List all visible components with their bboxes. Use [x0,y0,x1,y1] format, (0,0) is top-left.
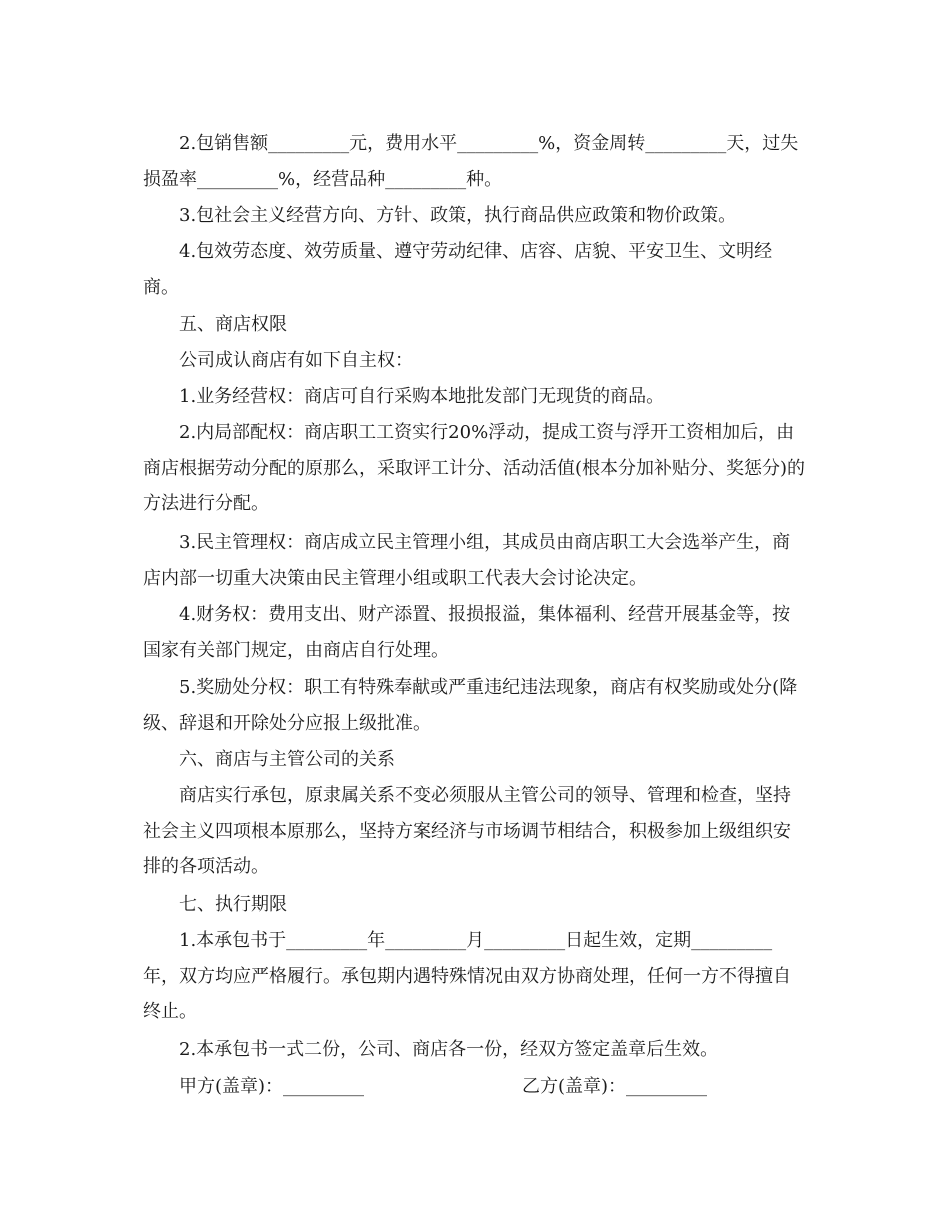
autonomy-intro: 公司成认商店有如下自主权： [179,350,413,371]
clause-2-sales: 2.包销售额_________元，费用水平_________%，资金周转_________天，过失损盈率_________%，经营品种_________种。 [143,133,799,190]
right-finance: 4.财务权：费用支出、财产添置、报损报溢，集体福利、经营开展基金等，按国家有关部门规定，由商店自行处理。 [143,604,791,661]
term-clause-2: 2.本承包书一式二份，公司、商店各一份，经双方签定盖章后生效。 [179,1039,719,1060]
right-management: 3.民主管理权：商店成立民主管理小组，其成员由商店职工大会选举产生，商店内部一切重大决策由民主管理小组或职工代表大会讨论决定。 [143,532,791,589]
clause-4-service: 4.包效劳态度、效劳质量、遵守劳动纪律、店容、店貌、平安卫生、文明经商。 [143,241,773,298]
clause-3-policy: 3.包社会主义经营方向、方针、政策，执行商品供应政策和物价政策。 [179,205,737,226]
section-heading-7: 七、执行期限 [179,894,287,915]
term-clause-1: 1.本承包书于_________年_________月_________日起生效，定期_________年，双方均应严格履行。承包期内遇特殊情况由双方协商处理，任何一方不得擅自终止。 [143,930,791,1022]
section-heading-6: 六、商店与主管公司的关系 [179,749,395,770]
section-heading-5: 五、商店权限 [179,314,287,335]
signature-party-a: 甲方(盖章)：_________ [179,1076,365,1097]
right-business: 1.业务经营权：商店可自行采购本地批发部门无现货的商品。 [179,386,665,407]
relation-paragraph: 商店实行承包，原隶属关系不变必须服从主管公司的领导、管理和检查，坚持社会主义四项根本原那么，坚持方案经济与市场调节相结合，积极参加上级组织安排的各项活动。 [143,785,791,877]
right-distribution: 2.内局部配权：商店职工工资实行20%浮动，提成工资与浮开工资相加后，由商店根据劳动分配的原那么，采取评工计分、活动活值(根本分加补贴分、奖惩分)的方法进行分配。 [143,422,806,514]
right-reward: 5.奖励处分权：职工有特殊奉献或严重违纪违法现象，商店有权奖励或处分(降级、辞退和开除处分应报上级批准。 [143,677,798,734]
signature-party-b: 乙方(盖章)：_________ [522,1076,708,1097]
